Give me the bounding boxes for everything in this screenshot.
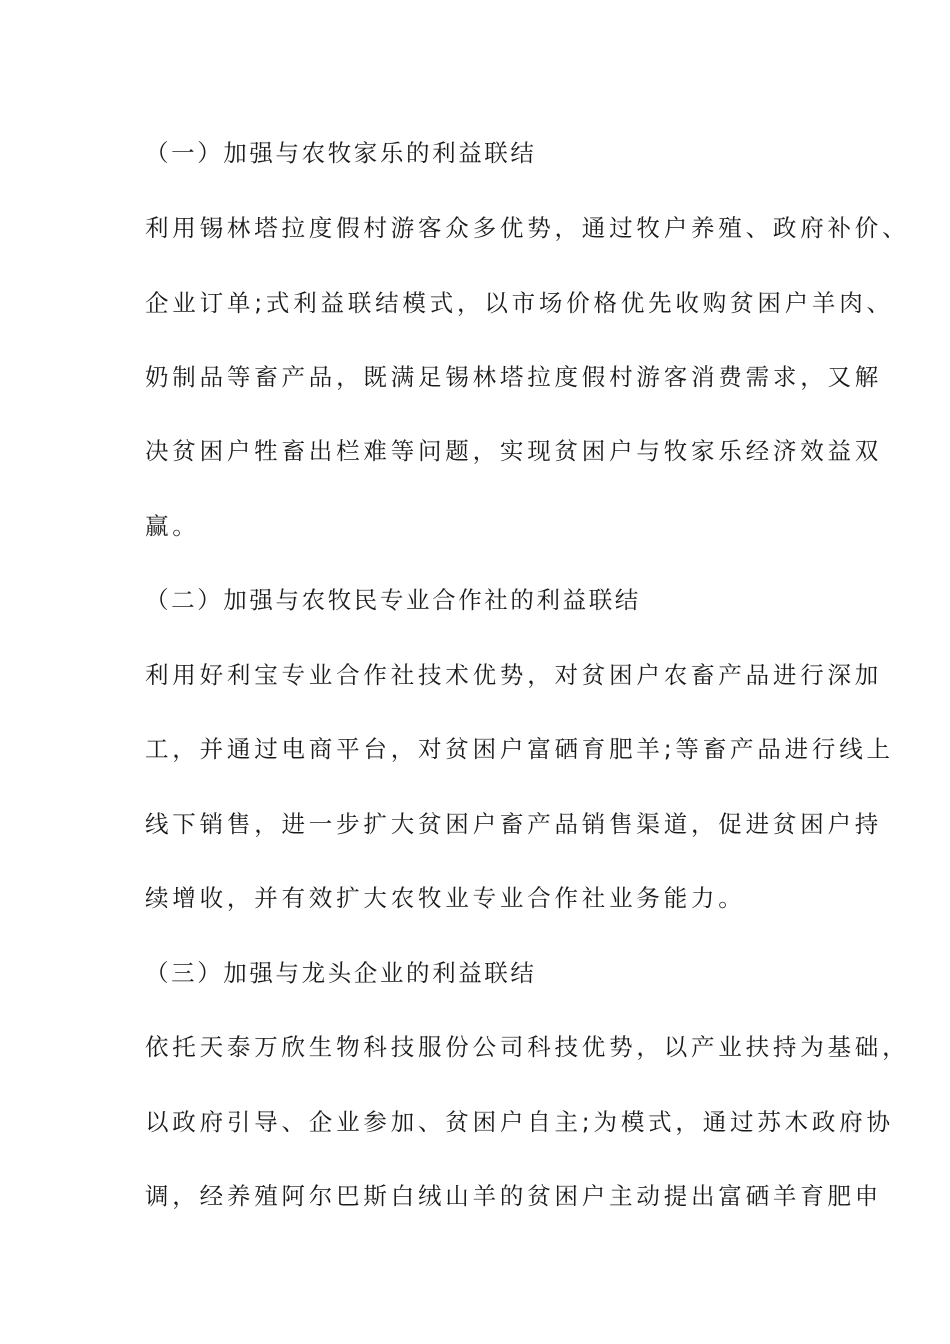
section-1-line-4: 决贫困户牲畜出栏难等问题，实现贫困户与牧家乐经济效益双: [145, 437, 883, 465]
section-3-line-2: 以政府引导、企业参加、贫困户自主;为模式，通过苏木政府协: [145, 1108, 894, 1136]
section-2-heading: （二）加强与农牧民专业合作社的利益联结: [145, 586, 641, 614]
section-3-line-1: 依托天泰万欣生物科技服份公司科技优势，以产业扶持为基础，: [145, 1033, 910, 1061]
section-1-line-1: 利用锡林塔拉度假村游客众多优势，通过牧户养殖、政府补价、: [145, 214, 910, 242]
section-1-line-3: 奶制品等畜产品，既满足锡林塔拉度假村游客消费需求，又解: [145, 363, 883, 391]
section-1-line-5: 赢。: [145, 512, 200, 540]
section-3-line-3: 调，经养殖阿尔巴斯白绒山羊的贫困户主动提出富硒羊育肥申: [145, 1182, 883, 1210]
section-2-line-1: 利用好利宝专业合作社技术优势，对贫困户农畜产品进行深加: [145, 661, 883, 689]
section-3-heading: （三）加强与龙头企业的利益联结: [145, 959, 537, 987]
section-1-heading: （一）加强与农牧家乐的利益联结: [145, 139, 537, 167]
section-2-line-3: 线下销售，进一步扩大贫困户畜产品销售渠道，促进贫困户持: [145, 810, 883, 838]
section-2-line-4: 续增收，并有效扩大农牧业专业合作社业务能力。: [145, 884, 746, 912]
section-1-line-2: 企业订单;式利益联结模式，以市场价格优先收购贫困户羊肉、: [145, 289, 894, 317]
section-2-line-2: 工，并通过电商平台，对贫困户富硒育肥羊;等畜产品进行线上: [145, 735, 894, 763]
